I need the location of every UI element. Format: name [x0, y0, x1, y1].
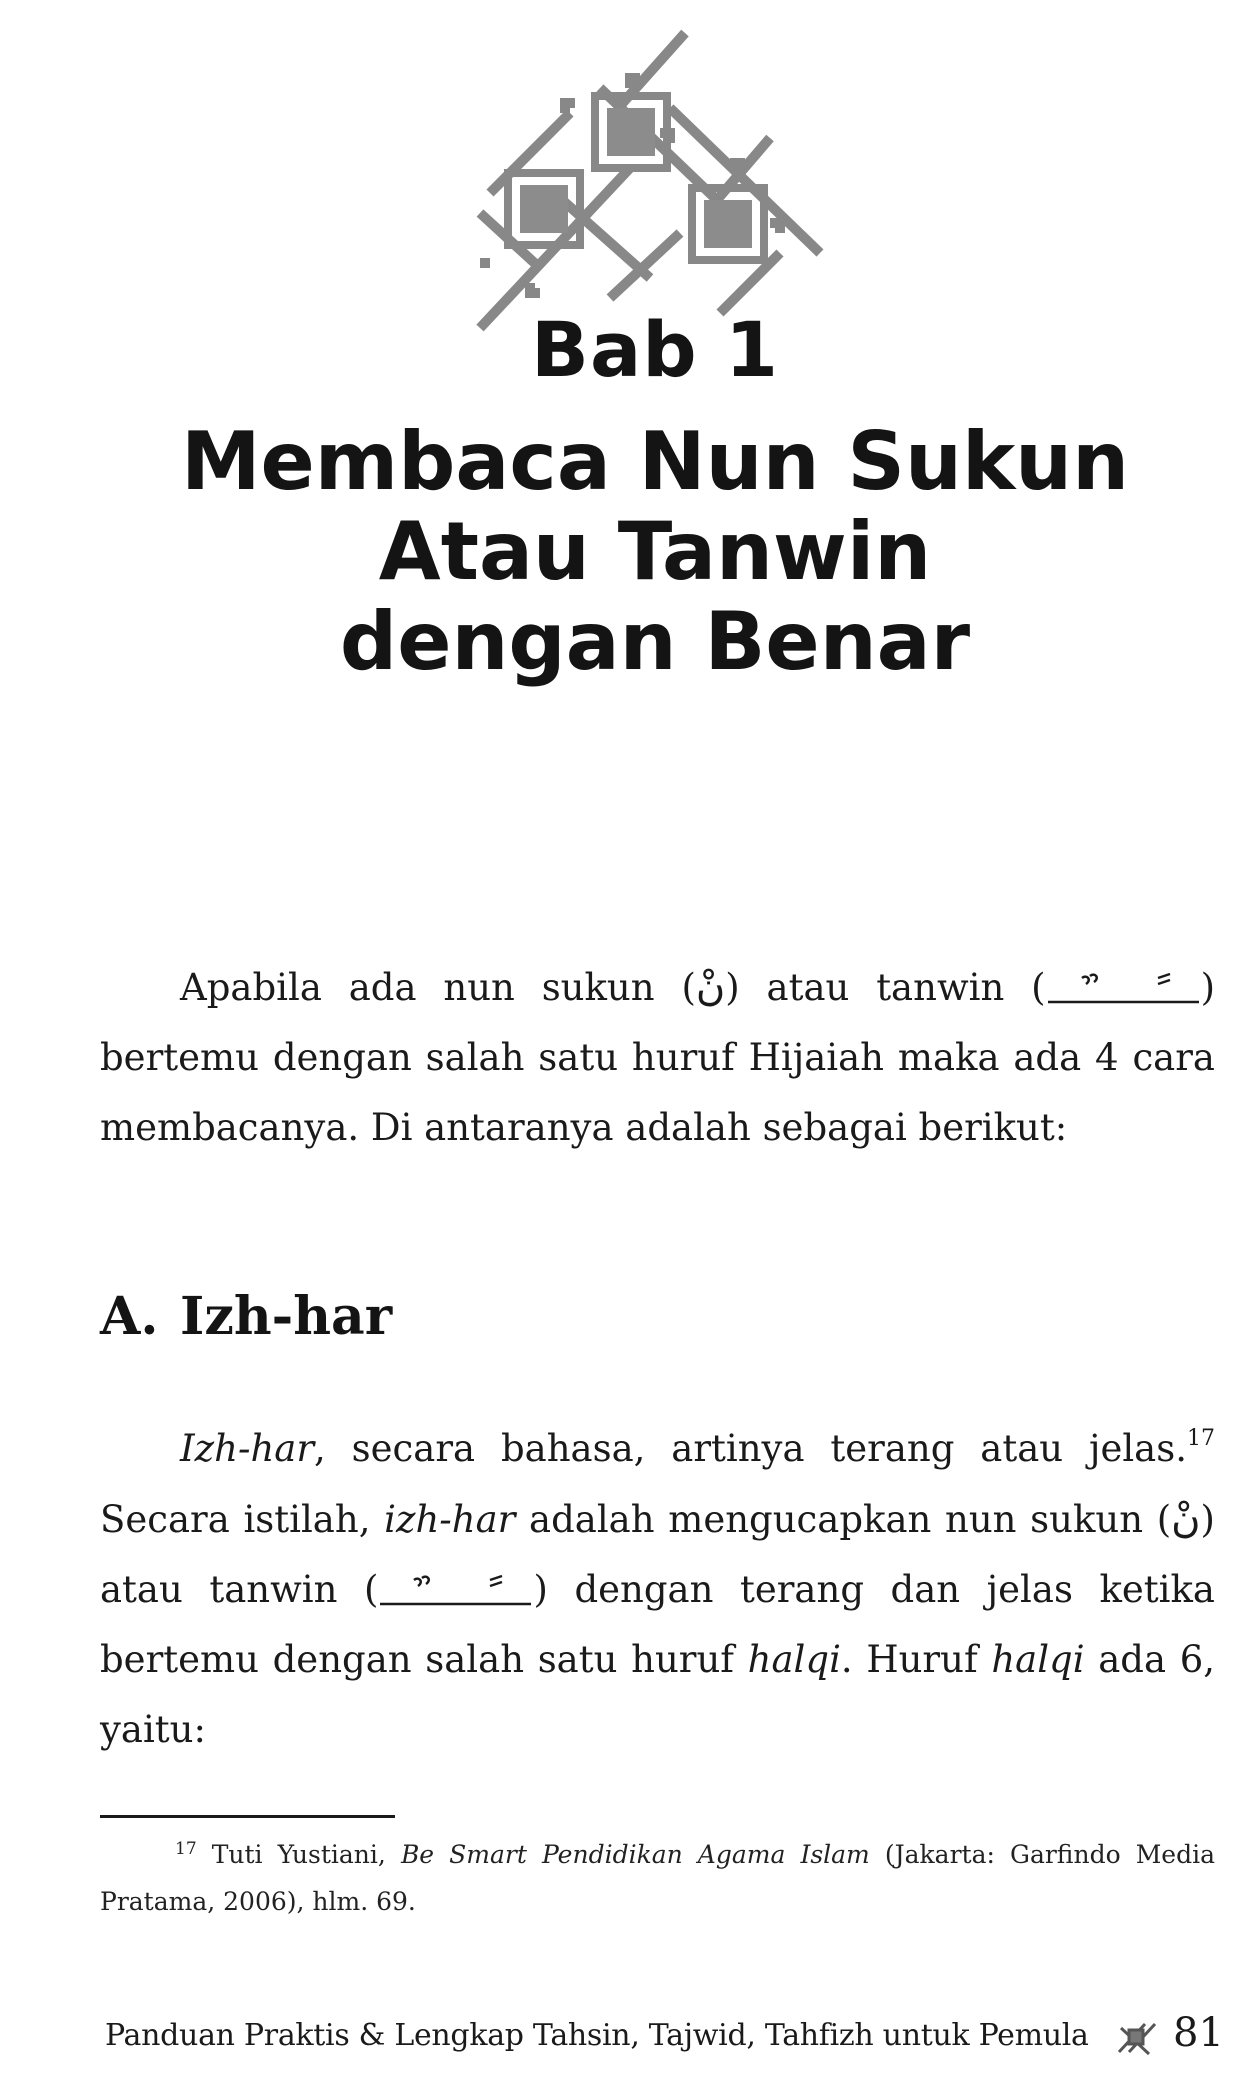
tanwin-marks-icon: [378, 1574, 533, 1608]
chapter-title-line: Membaca Nun Sukun: [180, 415, 1130, 508]
chapter-title-line: dengan Benar: [339, 595, 971, 688]
section-letter: A.: [100, 1286, 159, 1347]
chapter-number: Bab 1: [531, 305, 779, 394]
tanwin-marks-icon: [1046, 972, 1201, 1006]
page-footer: [105, 2010, 1245, 2060]
footer-book-title: Panduan Praktis & Lengkap Tahsin, Tajwid, Tahfizh untuk Pemula: [105, 2018, 1089, 2053]
footnote-divider: [100, 1815, 395, 1818]
chapter-title: [0, 417, 1250, 687]
chapter-heading: [0, 305, 1250, 687]
chapter-title-line: Atau Tanwin: [378, 505, 932, 598]
intro-paragraph: Apabila ada nun sukun (نْ) atau tanwin ( ) bertemu dengan salah satu huruf Hijaiah maka ada 4 cara membacanya. Di antaranya adalah sebagai berikut:: [100, 964, 1215, 1149]
section-title: Izh-har: [180, 1286, 393, 1347]
footnote-number: 17: [175, 1839, 197, 1859]
section-heading: [100, 1282, 392, 1352]
chapter-ornament-icon: [470, 28, 850, 348]
footer-ornament-icon: [1115, 2016, 1159, 2056]
page-number: 81: [1173, 2010, 1224, 2056]
nun-sukun-glyph: نْ: [695, 964, 726, 1010]
footnote-book-title: Be Smart Pendidikan Agama Islam: [400, 1840, 870, 1869]
footnote: $^{17}$ Tuti Yustiani, Be Smart Pendidikan Agama Islam (Jakarta: Garfindo Media Pratama, 2006), hlm. 69.: [100, 1839, 1215, 1916]
footnote-reference[interactable]: 17: [1187, 1426, 1215, 1451]
nun-sukun-glyph: نْ: [1171, 1496, 1201, 1542]
izhhar-paragraph: Izh-har, secara bahasa, artinya terang atau jelas.$^{17}$ Secara istilah, izh-har adalah mengucapkan nun sukun (نْ) atau tanwin ( ) dengan terang dan jelas ketika bertemu dengan salah satu huruf halqi. Huruf halqi ada 6, yaitu:: [100, 1426, 1215, 1751]
